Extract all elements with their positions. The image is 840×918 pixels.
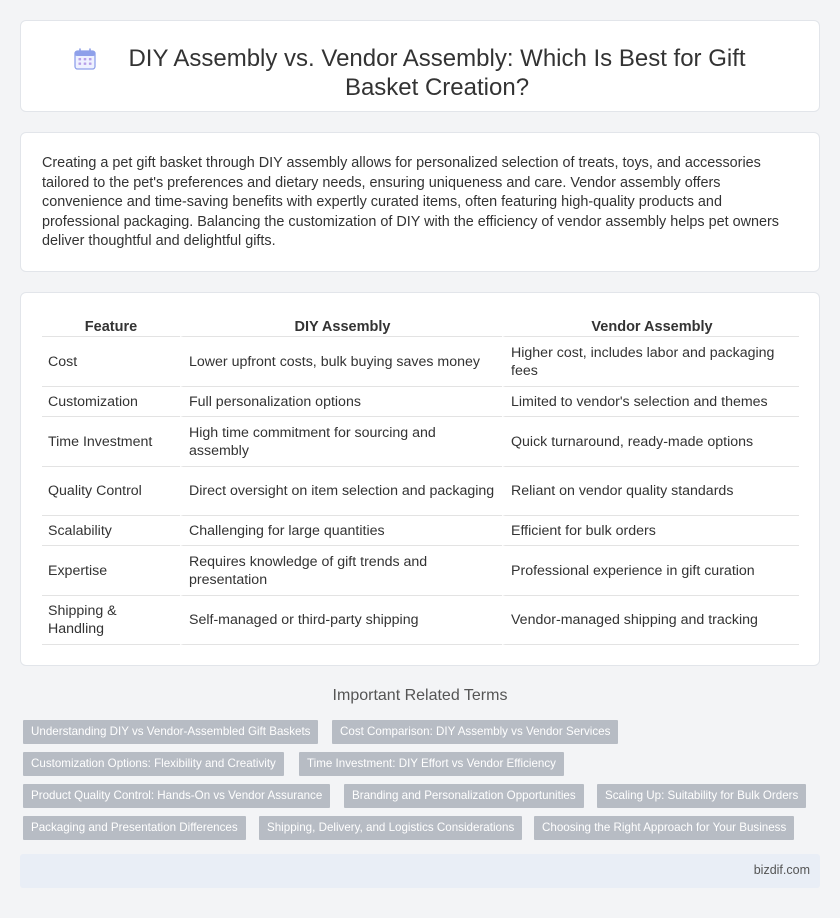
table-row: [42, 337, 799, 387]
table-row: [42, 467, 799, 516]
column-header-vendor: Vendor Assembly: [502, 315, 799, 337]
table-cell: Cost: [42, 337, 180, 387]
table-row: [42, 516, 799, 546]
table-row: [42, 546, 799, 596]
table-cell: Direct oversight on item selection and packaging: [180, 467, 502, 516]
related-term-tag[interactable]: Scaling Up: Suitability for Bulk Orders: [597, 784, 806, 808]
table-cell: Shipping & Handling: [42, 596, 180, 645]
page-title: DIY Assembly vs. Vendor Assembly: Which Is Best for Gift Basket Creation?: [128, 45, 746, 101]
table-cell: Challenging for large quantities: [180, 516, 502, 546]
related-term-tag[interactable]: Customization Options: Flexibility and Creativity: [23, 752, 284, 776]
table-cell: Professional experience in gift curation: [502, 546, 799, 596]
related-term-tag[interactable]: Shipping, Delivery, and Logistics Considerations: [259, 816, 522, 840]
table-cell: Limited to vendor's selection and themes: [502, 387, 799, 417]
related-term-tag[interactable]: Branding and Personalization Opportunities: [344, 784, 584, 808]
intro-card: [20, 132, 820, 272]
related-term-tag[interactable]: Choosing the Right Approach for Your Business: [534, 816, 794, 840]
comparison-table: [42, 315, 799, 645]
related-term-tag[interactable]: Understanding DIY vs Vendor-Assembled Gift Baskets: [23, 720, 318, 744]
related-term-tag[interactable]: Time Investment: DIY Effort vs Vendor Efficiency: [299, 752, 564, 776]
intro-text: Creating a pet gift basket through DIY assembly allows for personalized selection of treats, toys, and accessories tailored to the pet's preferences and dietary needs, ensuring uniqueness and care. Vendor assembly offers convenience and time-saving benefits with expertly curated items, often featuring high-quality products and professional packaging. Balancing the customization of DIY with the efficiency of vendor assembly helps pet owners deliver thoughtful and delightful gifts.: [42, 155, 779, 249]
table-cell: Higher cost, includes labor and packaging fees: [502, 337, 799, 387]
column-header-diy: DIY Assembly: [180, 315, 502, 337]
table-cell: Full personalization options: [180, 387, 502, 417]
table-cell: Self-managed or third-party shipping: [180, 596, 502, 645]
header-card: [20, 20, 820, 112]
footer: [20, 854, 820, 888]
table-cell: Expertise: [42, 546, 180, 596]
table-cell: Scalability: [42, 516, 180, 546]
table-row: [42, 387, 799, 417]
table-cell: Time Investment: [42, 417, 180, 467]
comparison-card: [20, 292, 820, 666]
table-cell: Lower upfront costs, bulk buying saves money: [180, 337, 502, 387]
table-cell: Vendor-managed shipping and tracking: [502, 596, 799, 645]
related-term-tag[interactable]: Cost Comparison: DIY Assembly vs Vendor Services: [332, 720, 618, 744]
related-term-tag[interactable]: Product Quality Control: Hands-On vs Vendor Assurance: [23, 784, 330, 808]
related-term-tag[interactable]: Packaging and Presentation Differences: [23, 816, 246, 840]
table-cell: High time commitment for sourcing and assembly: [180, 417, 502, 467]
table-cell: Efficient for bulk orders: [502, 516, 799, 546]
table-header-row: [42, 315, 799, 337]
site-link[interactable]: bizdif.com: [753, 863, 810, 877]
table-cell: Reliant on vendor quality standards: [502, 467, 799, 516]
table-row: [42, 417, 799, 467]
table-cell: Customization: [42, 387, 180, 417]
table-cell: Quality Control: [42, 467, 180, 516]
table-cell: Requires knowledge of gift trends and presentation: [180, 546, 502, 596]
table-cell: Quick turnaround, ready-made options: [502, 417, 799, 467]
column-header-feature: Feature: [42, 315, 180, 337]
table-row: [42, 596, 799, 645]
related-terms-title: Important Related Terms: [332, 687, 508, 704]
